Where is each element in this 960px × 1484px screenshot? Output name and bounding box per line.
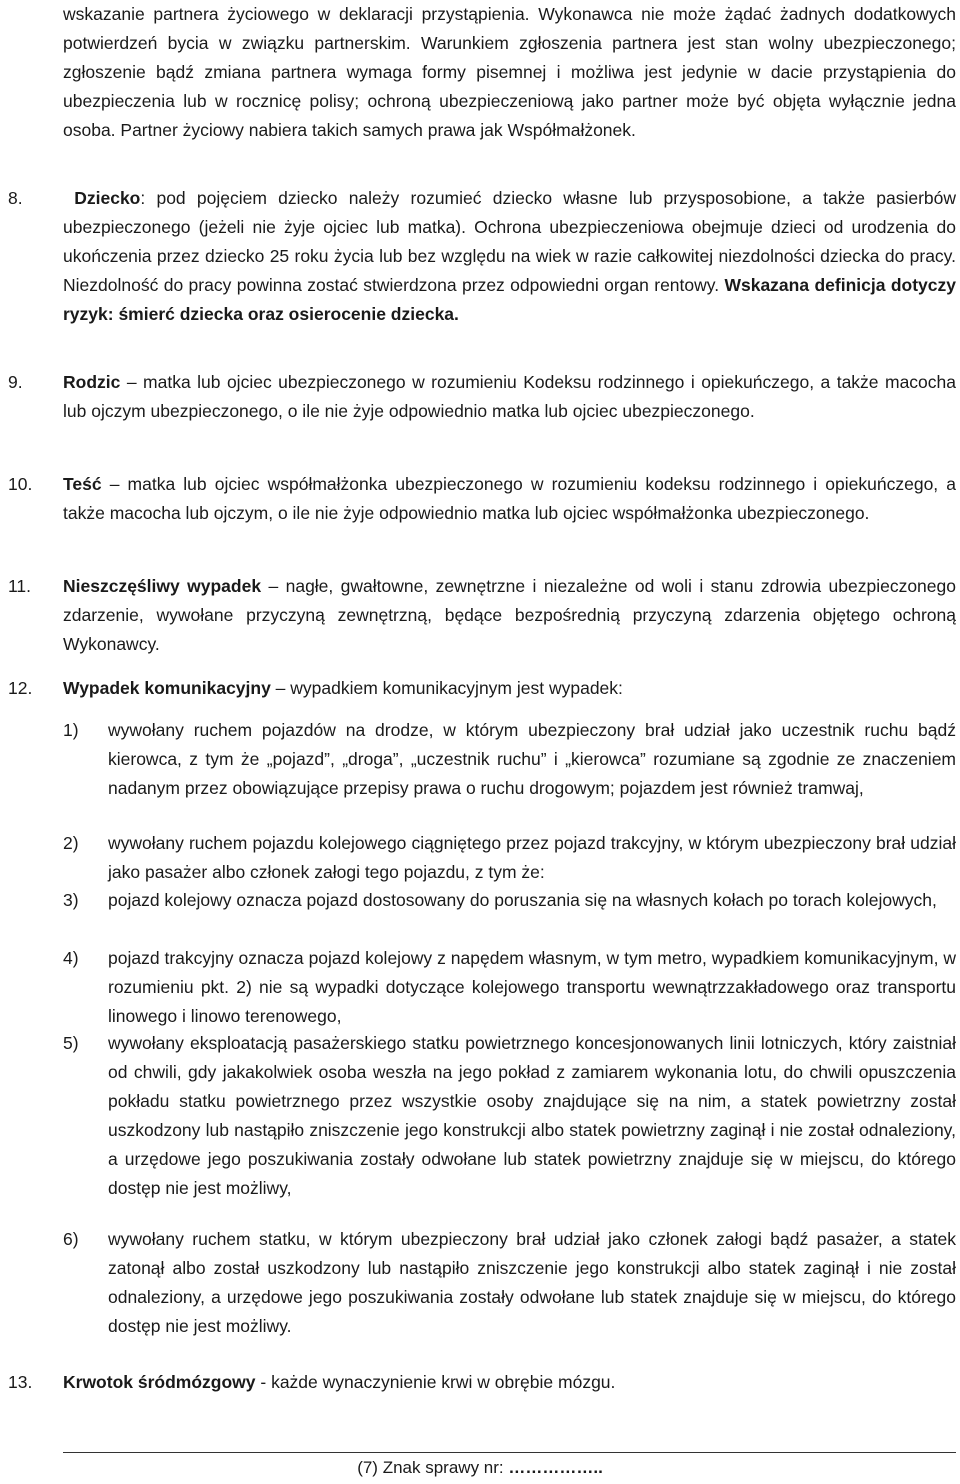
item-12-rest: – wypadkiem komunikacyjnym jest wypadek: xyxy=(270,678,623,698)
term-rodzic: Rodzic xyxy=(63,372,121,392)
case-number-label: Znak sprawy nr: xyxy=(382,1458,509,1477)
subitem-4-text: pojazd trakcyjny oznacza pojazd kolejowy z napędem własnym, w tym metro, wypadkiem komunikacyjnym, w rozumieniu pkt. 2) nie są wypadki dotyczące kolejowego transportu wewnątrzzakładowego oraz transportu linowego i linowo terenowego, xyxy=(108,948,956,1026)
subitem-1-text: wywołany ruchem pojazdów na drodze, w którym ubezpieczony brał udział jako uczestnik ruchu bądź kierowca, z tym że „pojazd”, „droga”, „uczestnik ruchu” i „kierowca” rozumiane są zgodnie ze znaczeniem nadanym przez obowiązujące przepisy prawa o ruchu drogowym; pojazdem jest również tramwaj, xyxy=(108,720,956,798)
subitem-number-6: 6) xyxy=(63,1229,79,1249)
item-number-9: 9. xyxy=(8,372,23,392)
subitem-number-4: 4) xyxy=(63,948,79,968)
item-11-rest: – nagłe, gwałtowne, zewnętrzne i niezależne od woli i stanu zdrowia ubezpieczonego zdarzenie, wywołane przyczyną zewnętrzną, będące bezpośrednią przyczyną zdarzenia objętego ochroną Wykonawcy. xyxy=(63,576,956,654)
subitem-number-3: 3) xyxy=(63,890,79,910)
subitem-number-1: 1) xyxy=(63,720,79,740)
item-number-12: 12. xyxy=(8,678,33,698)
subitem-3-text: pojazd kolejowy oznacza pojazd dostosowany do poruszania się na własnych kołach po torach kolejowych, xyxy=(108,890,937,910)
item-8-body xyxy=(63,184,956,329)
subitem-5-text: wywołany eksploatacją pasażerskiego statku powietrznego koncesjonowanych linii lotniczych, który zaistniał od chwili, gdy jakakolwiek osoba weszła na jego pokład z zamiarem wykonania lotu, do chwili opuszczenia pokładu statku powietrznego przez wszystkie osoby znajdujące się na nim, a statek powietrzny został uszkodzony lub nastąpiło zniszczenie jego konstrukcji albo statek powietrzny zaginął i nie został odnaleziony, a urzędowe jego poszukiwania zostały odwołane lub statek powietrzny znajduje się w miejscu, do którego dostęp nie jest możliwy, xyxy=(108,1033,956,1198)
paragraph-partner-continuation xyxy=(63,0,956,145)
page-number: (7) xyxy=(357,1458,378,1477)
item-13-body xyxy=(63,1368,956,1397)
item-11-body xyxy=(63,572,956,659)
term-krwotok: Krwotok śródmózgowy xyxy=(63,1372,256,1392)
item-8-rest: : pod pojęciem dziecko należy rozumieć dziecko własne lub przysposobione, a także pasierbów ubezpieczonego (jeżeli nie żyje ojciec lub matka). Ochrona ubezpieczeniowa obejmuje dzieci od urodzenia do ukończenia przez dziecko 25 roku życia lub bez względu na wiek w razie całkowitej niezdolności dziecka do pracy. Niezdolność do pracy powinna zostać stwierdzona przez odpowiedni organ rentowy. xyxy=(63,188,956,295)
term-nieszczesliwy-wypadek: Nieszczęśliwy wypadek xyxy=(63,576,262,596)
subitem-6-text: wywołany ruchem statku, w którym ubezpieczony brał udział jako członek załogi bądź pasażer, a statek zatonął albo został uszkodzony lub nastąpiło zniszczenie jego konstrukcji albo statek zaginął i nie został odnaleziony, a urzędowe jego poszukiwania zostały odwołane lub statek znajduje się w miejscu, do którego dostęp nie jest możliwy. xyxy=(108,1229,956,1336)
item-8-bold-tail: Wskazana definicja dotyczy ryzyk: śmierć dziecka oraz osierocenie dziecka. xyxy=(63,275,956,324)
item-12-body xyxy=(63,674,956,703)
subitem-number-2: 2) xyxy=(63,833,79,853)
page-footer xyxy=(0,1456,960,1480)
term-dziecko: Dziecko xyxy=(74,188,141,208)
term-wypadek-komunikacyjny: Wypadek komunikacyjny xyxy=(63,678,271,698)
term-tesc: Teść xyxy=(63,474,102,494)
item-number-10: 10. xyxy=(8,474,33,494)
item-number-13: 13. xyxy=(8,1372,33,1392)
item-9-rest: – matka lub ojciec ubezpieczonego w rozumieniu Kodeksu rodzinnego i opiekuńczego, a także macocha lub ojczym ubezpieczonego, o ile nie żyje odpowiednio matka lub ojciec ubezpieczonego. xyxy=(63,372,956,421)
item-13-rest: - każde wynaczynienie krwi w obrębie mózgu. xyxy=(255,1372,616,1392)
item-number-11: 11. xyxy=(8,576,32,596)
partner-text: wskazanie partnera życiowego w deklaracji przystąpienia. Wykonawca nie może żądać żadnych dodatkowych potwierdzeń bycia w związku partnerskim. Warunkiem zgłoszenia partnera jest stan wolny ubezpieczonego; zgłoszenie bądź zmiana partnera wymaga formy pisemnej i możliwa jest jedynie w dacie przystąpienia do ubezpieczenia lub w rocznicę polisy; ochroną ubezpieczeniową jako partner może być objęta wyłącznie jedna osoba. Partner życiowy nabiera takich samych prawa jak Współmałżonek. xyxy=(63,4,956,140)
item-number-8: 8. xyxy=(8,188,23,208)
subitem-2-text: wywołany ruchem pojazdu kolejowego ciągniętego przez pojazd trakcyjny, w którym ubezpieczony brał udział jako pasażer albo członek załogi tego pojazdu, z tym że: xyxy=(108,833,956,882)
item-10-body xyxy=(63,470,956,528)
case-number-value: …………….. xyxy=(508,1458,603,1477)
subitem-number-5: 5) xyxy=(63,1033,79,1053)
item-9-body xyxy=(63,368,956,426)
footer-divider xyxy=(63,1452,956,1453)
item-10-rest: – matka lub ojciec współmałżonka ubezpieczonego w rozumieniu kodeksu rodzinnego i opiekuńczego, a także macocha lub ojczym, o ile nie żyje odpowiednio matka lub ojciec współmałżonka ubezpieczonego. xyxy=(63,474,956,523)
